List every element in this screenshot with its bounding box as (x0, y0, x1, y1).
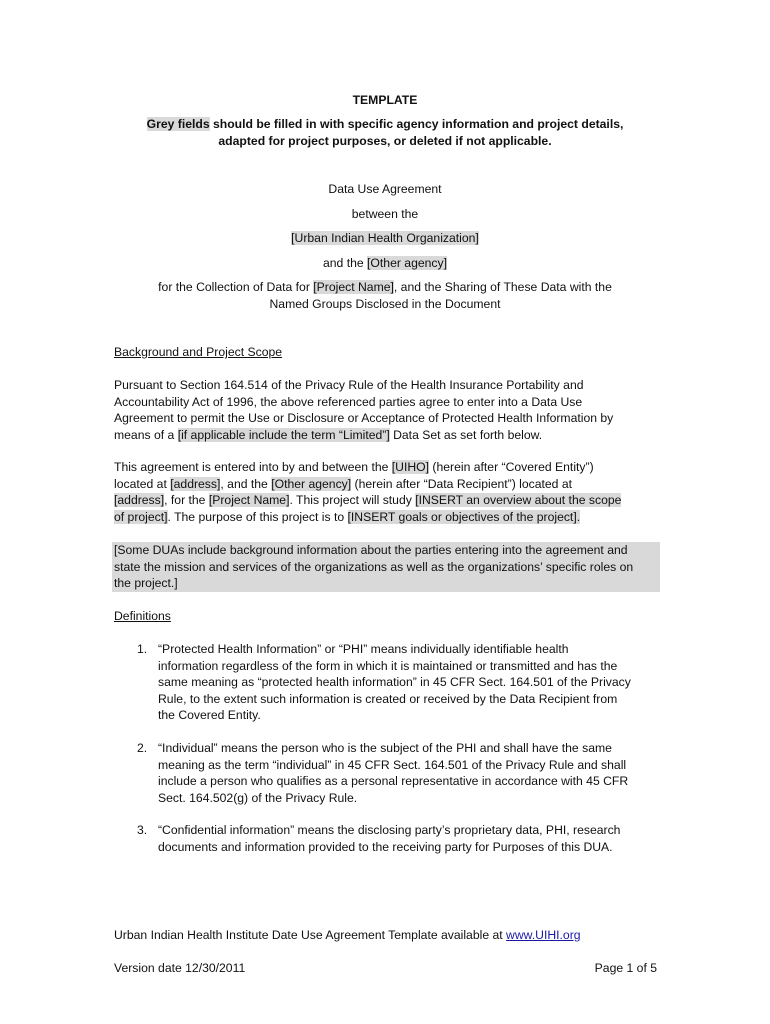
organization-line (0, 230, 770, 247)
scope-field: of project] (114, 509, 168, 524)
goals-field: [INSERT goals or objectives of the project]. (347, 509, 581, 524)
text-span: Data Set as set forth below. (389, 427, 543, 442)
other-agency-line (0, 255, 770, 272)
address-field: [address] (114, 493, 165, 508)
paragraph-line (114, 509, 658, 526)
limited-term-field: [if applicable include the term “Limited”] (177, 427, 390, 442)
other-agency-field: [Other agency] (271, 476, 352, 491)
between-line: between the (351, 207, 419, 221)
page-number: Page 1 of 5 (594, 961, 657, 975)
text-span: , for the (164, 493, 209, 508)
list-item-line: “Confidential information” means the disclosing party’s proprietary data, PHI, research (158, 823, 621, 837)
instructions-line-1 (0, 116, 770, 133)
paragraph-line (114, 459, 658, 476)
background-paragraph-2 (114, 459, 658, 525)
background-paragraph-3 (112, 542, 660, 592)
version-date: Version date 12/30/2011 (114, 961, 246, 975)
list-item-line: the Covered Entity. (158, 708, 261, 723)
instructions-line-2: adapted for project purposes, or deleted if not applicable. (218, 134, 552, 148)
list-item-line: information regardless of the form in which it is maintained or transmitted and has the (158, 658, 618, 673)
text-span: means of a (114, 427, 178, 442)
address-field: [address] (170, 476, 221, 491)
list-item-line: documents and information provided to the receiving party for Purposes of this DUA. (158, 839, 613, 854)
uihi-link[interactable]: www.UIHI.org (506, 928, 581, 942)
paragraph-line (114, 492, 658, 509)
template-title: TEMPLATE (352, 93, 418, 107)
paragraph-line: Accountability Act of 1996, the above referenced parties agree to enter into a Data Use (114, 394, 583, 409)
list-item-number: 1. (137, 642, 148, 656)
paragraph-line (114, 476, 658, 493)
background-paragraph-1 (114, 377, 658, 443)
list-item-line: include a person who qualifies as a personal representative in accordance with 45 CFR (158, 774, 629, 789)
text-span: , and the (220, 476, 272, 491)
paragraph-line: state the mission and services of the organizations as well as the organizations’ specific roles on (114, 559, 634, 574)
list-item-line: “Individual” means the person who is the subject of the PHI and shall have the same (158, 741, 612, 755)
text-span: (herein after “Covered Entity”) (429, 460, 594, 474)
list-item-line: Sect. 164.502(g) of the Privacy Rule. (158, 790, 358, 805)
and-the-text: and the (322, 256, 368, 270)
text-span: . This project will study (289, 493, 416, 508)
list-item (158, 822, 658, 855)
list-item (158, 641, 658, 724)
collection-text: for the Collection of Data for (158, 280, 314, 294)
list-item-number: 2. (137, 741, 148, 755)
list-item-line: “Protected Health Information” or “PHI” means individually identifiable health (158, 642, 569, 656)
scope-field: [INSERT an overview about the scope (415, 493, 622, 508)
list-item-line: Rule, to the extent such information is created or received by the Data Recipient from (158, 691, 618, 706)
list-item (158, 740, 658, 806)
grey-fields-label: Grey fields (146, 117, 210, 131)
paragraph-line: [Some DUAs include background information about the parties entering into the agreement and (114, 543, 628, 557)
uiho-field: [UIHO] (391, 460, 430, 474)
instructions-text: should be filled in with specific agency information and project details, (209, 117, 624, 131)
project-name-field: [Project Name] (208, 493, 290, 508)
footer-note (114, 927, 581, 944)
named-groups-line: Named Groups Disclosed in the Document (269, 297, 501, 311)
definitions-heading: Definitions (114, 609, 171, 623)
text-span: (herein after “Data Recipient”) located at (351, 476, 573, 491)
paragraph-line: Agreement to permit the Use or Disclosure or Acceptance of Protected Health Information by (114, 411, 614, 426)
text-span: . The purpose of this project is to (167, 509, 348, 524)
agreement-title: Data Use Agreement (328, 182, 442, 196)
paragraph-line: Pursuant to Section 164.514 of the Privacy Rule of the Health Insurance Portability and (114, 378, 584, 392)
list-item-number: 3. (137, 823, 148, 837)
paragraph-line (114, 427, 658, 444)
list-item-line: same meaning as “protected health information” in 45 CFR Sect. 164.501 of the Privacy (158, 675, 631, 690)
sharing-text: , and the Sharing of These Data with the (393, 280, 612, 294)
footer-note-text: Urban Indian Health Institute Date Use Agreement Template available at (114, 928, 507, 942)
text-span: This agreement is entered into by and between the (114, 460, 392, 474)
list-item-line: meaning as the term “individual” in 45 CFR Sect. 164.501 of the Privacy Rule and shall (158, 757, 627, 772)
paragraph-line: the project.] (114, 576, 178, 591)
collection-line (0, 279, 770, 296)
background-heading: Background and Project Scope (114, 345, 283, 359)
text-span: located at (114, 476, 171, 491)
organization-field: [Urban Indian Health Organization] (291, 231, 479, 245)
project-name-field: [Project Name] (313, 280, 394, 294)
other-agency-field: [Other agency] (367, 256, 447, 270)
